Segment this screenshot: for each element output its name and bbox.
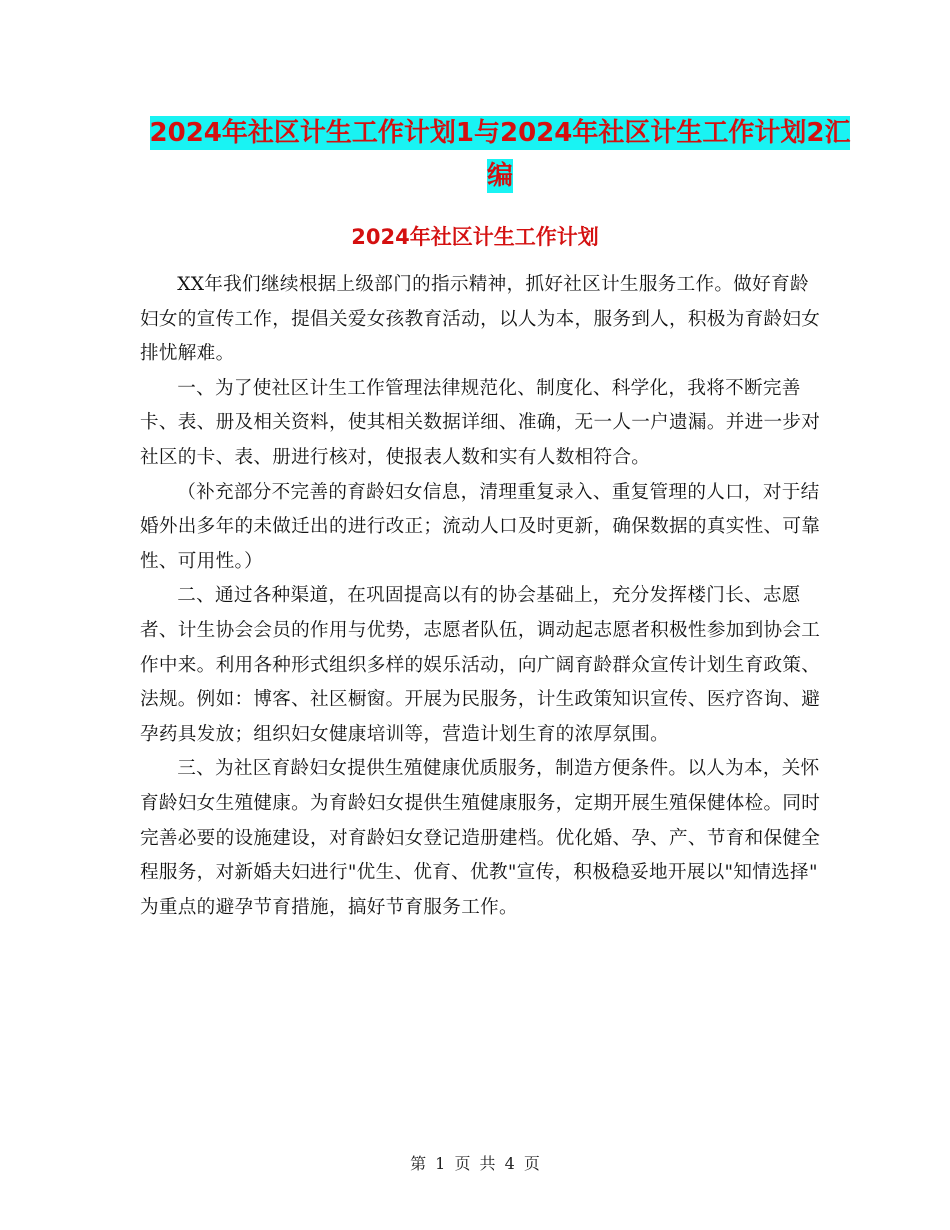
document-title <box>140 112 860 198</box>
section-title: 2024年社区计生工作计划 <box>351 225 599 249</box>
paragraph-supplement: （补充部分不完善的育龄妇女信息，清理重复录入、重复管理的人口，对于结婚外出多年的未做迁出的进行改正；流动人口及时更新，确保数据的真实性、可靠性、可用性。） <box>140 481 821 572</box>
document-body <box>140 268 824 925</box>
paragraph-item-3: 三、为社区育龄妇女提供生殖健康优质服务，制造方便条件。以人为本，关怀育龄妇女生殖健康。为育龄妇女提供生殖健康服务，定期开展生殖保健体检。同时完善必要的设施建设，对育龄妇女登记造册建档。优化婚、孕、产、节育和保健全程服务，对新婚夫妇进行"优生、优育、优教"宣传，积极稳妥地开展以"知情选择" 为重点的避孕节育措施，搞好节育服务工作。 <box>140 758 821 918</box>
document-title-text: 2024年社区计生工作计划1与2024年社区计生工作计划2汇编 <box>149 118 851 191</box>
paragraph-item-1: 一、为了使社区计生工作管理法律规范化、制度化、科学化，我将不断完善卡、表、册及相关资料，使其相关数据详细、准确，无一人一户遗漏。并进一步对社区的卡、表、册进行核对，使报表人数和实有人数相符合。 <box>140 377 821 468</box>
paragraph-intro: XX年我们继续根据上级部门的指示精神，抓好社区计生服务工作。做好育龄妇女的宣传工作，提倡关爱女孩教育活动，以人为本，服务到人，积极为育龄妇女排忧解难。 <box>140 274 821 365</box>
page-footer: 第 1 页 共 4 页 <box>410 1154 540 1173</box>
paragraph-item-2: 二、通过各种渠道，在巩固提高以有的协会基础上，充分发挥楼门长、志愿者、计生协会会员的作用与优势，志愿者队伍，调动起志愿者积极性参加到协会工作中来。利用各种形式组织多样的娱乐活动，向广阔育龄群众宣传计划生育政策、法规。例如：博客、社区橱窗。开展为民服务，计生政策知识宣传、医疗咨询、避孕药具发放；组织妇女健康培训等，营造计划生育的浓厚氛围。 <box>140 585 821 745</box>
